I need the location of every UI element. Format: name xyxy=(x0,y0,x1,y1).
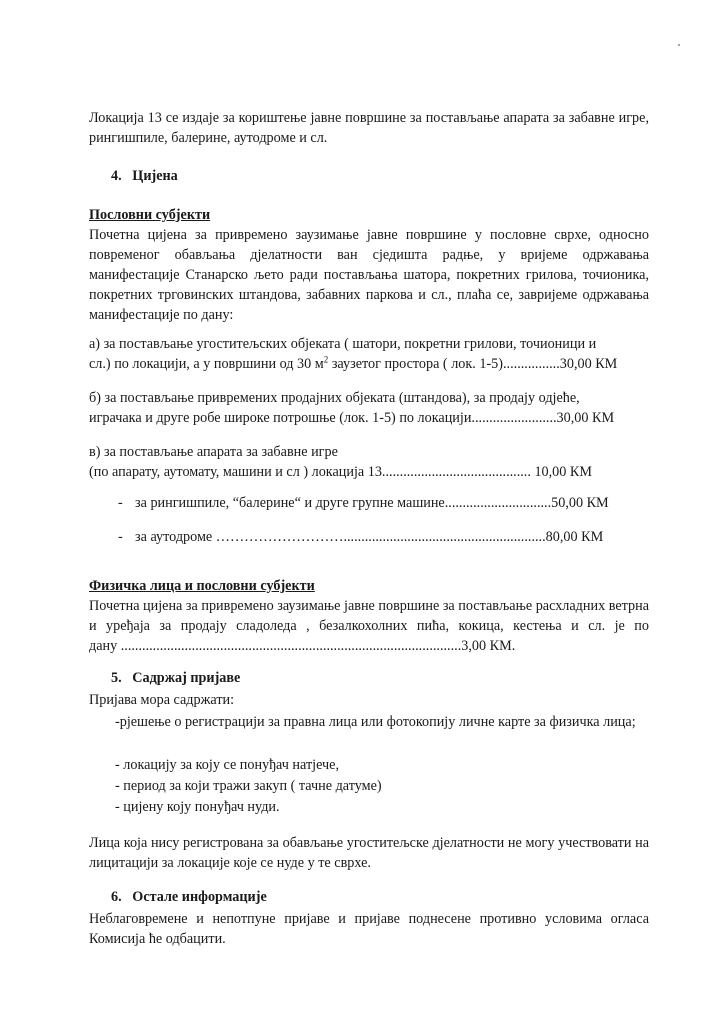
section-6-title: Остале информације xyxy=(132,889,267,905)
item-c-line2: (по апарату, аутомату, машини и сл ) локација 13.......................................... 10,00 КМ xyxy=(89,464,592,480)
sub-item-dash: - xyxy=(118,529,123,545)
item-b-line2: играчака и друге робе широке потрошње (лок. 1-5) по локацији........................30,00 КМ xyxy=(89,410,615,426)
item-b-line1: б) за постављање привремених продајних објеката (штандова), за продају одјеће, xyxy=(89,390,580,406)
business-subjects-text: Почетна цијена за привремено заузимање јавне површине у пословне сврхе, односно повременог обављања дјелатности ван сједишта радње, у вријеме одржавања манифестације Станарско љето ради постављања шатора, покретних грилова, точионика, покретних трговинских штандова, забавних паркова и сл., плаћа се, завријеме одржавања манифестације по дану: xyxy=(89,227,649,323)
physical-persons-price: дану ................................................................................................3,00 КМ. xyxy=(89,638,516,654)
item-a-line1: а) за постављање угоститељских објеката ( шатори, покретни грилови, точионици и xyxy=(89,336,597,352)
list-item: - локацију за коју се понуђач натјече, xyxy=(115,757,340,773)
section-4-title: Цијена xyxy=(132,168,178,184)
physical-persons-text: Почетна цијена за привремено заузимање јавне површине за постављање расхладних ветрна и уређаја за продају сладоледа , безалкохолних пића, кокица, кестења и сл. је по xyxy=(89,598,649,634)
list-item: - цијену коју понуђач нуди. xyxy=(115,799,280,815)
section-4-number: 4. xyxy=(111,168,122,184)
application-intro: Пријава мора садржати: xyxy=(89,692,235,708)
business-subjects-heading: Пословни субјекти xyxy=(89,207,211,223)
list-item: -рјешење о регистрацији за правна лица или фотокопију личне карте за физичка лица; xyxy=(115,714,636,730)
section-5-title: Садржај пријаве xyxy=(132,670,241,686)
unregistered-note: Лица која нису регистрована за обављање угоститељске дјелатности не могу учествовати на лицитацији за локације које се нуде у те сврхе. xyxy=(89,835,649,871)
intro-paragraph: Локација 13 се издаје за кориштење јавне површине за постављање апарата за забавне игре, рингишпиле, балерине, аутодроме и сл. xyxy=(89,110,649,146)
item-a-line2 xyxy=(89,354,617,374)
section-5-number: 5. xyxy=(111,670,122,686)
section-5-heading xyxy=(111,668,671,688)
item-c-line1: в) за постављање апарата за забавне игре xyxy=(89,444,338,460)
section-4-heading xyxy=(111,166,671,186)
sub-item-bumper-cars: за аутодроме ……………………….........................................................80,00 КМ xyxy=(135,529,604,545)
list-item: - период за који тражи закуп ( тачне датуме) xyxy=(115,778,382,794)
other-info-text: Неблаговремене и непотпуне пријаве и пријаве поднесене противно условима огласа Комисија ће одбацити. xyxy=(89,911,649,947)
physical-persons-heading: Физичка лица и пословни субјекти xyxy=(89,578,315,594)
sub-item-dash: - xyxy=(118,495,123,511)
square-meter-superscript: 2 xyxy=(323,354,329,365)
scan-speck xyxy=(678,44,680,46)
item-a-line2-text: сл.) по локацији, а у површини од 30 м xyxy=(89,356,324,372)
sub-item-carousels: за рингишпиле, “балерине“ и друге групне машине..............................50,00 КМ xyxy=(135,495,609,511)
item-a-line2-price: заузетог простора ( лок. 1-5)................30,00 КМ xyxy=(328,356,618,372)
section-6-number: 6. xyxy=(111,889,122,905)
section-6-heading xyxy=(111,887,671,907)
